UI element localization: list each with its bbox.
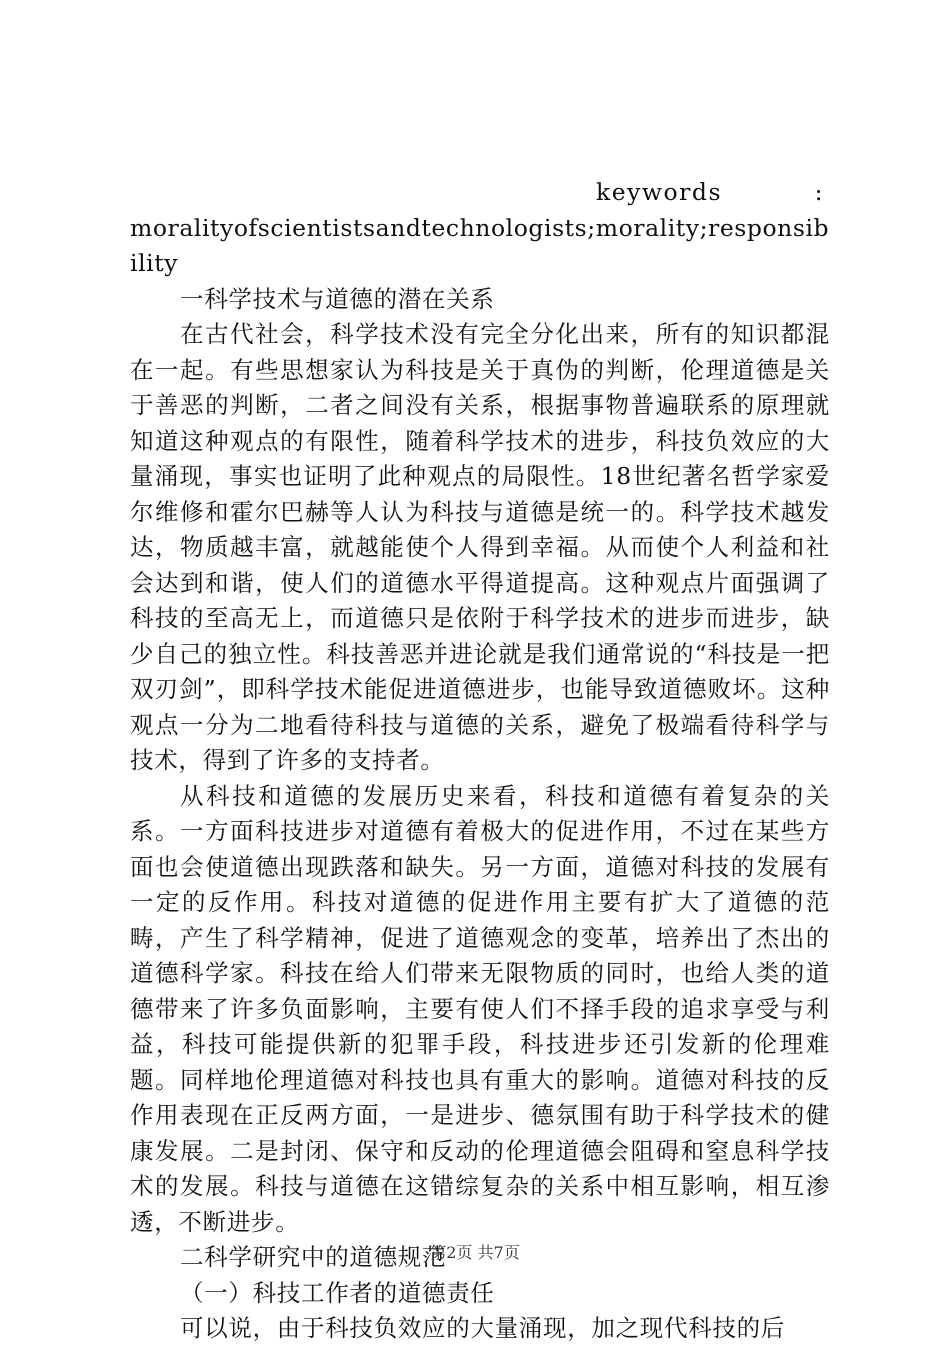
- keywords-colon: :: [814, 178, 824, 206]
- keywords-label: keywords: [596, 178, 723, 206]
- document-body: [130, 175, 830, 1347]
- page-footer: [0, 1240, 950, 1263]
- section-heading-1: 一科学技术与道德的潜在关系: [180, 284, 495, 313]
- keywords-text: moralityofscientistsandtechnologists;morality;responsibility: [130, 213, 830, 277]
- paragraph-1: 在古代社会，科学技术没有完全分化出来，所有的知识都混在一起。有些思想家认为科技是关于真伪的判断，伦理道德是关于善恶的判断，二者之间没有关系，根据事物普遍联系的原理就知道这种观点的有限性，随着科学技术的进步，科技负效应的大量涌现，事实也证明了此种观点的局限性。18世纪著名哲学家爱尔维修和霍尔巴赫等人认为科技与道德是统一的。科学技术越发达，物质越丰富，就越能使个人得到幸福。从而使个人利益和社会达到和谐，使人们的道德水平得道提高。这种观点片面强调了科技的至高无上，而道德只是依附于科学技术的进步而进步，缺少自己的独立性。科技善恶并进论就是我们通常说的“科技是一把双刃剑”，即科学技术能促进道德进步，也能导致道德败坏。这种观点一分为二地看待科技与道德的关系，避免了极端看待科学与技术，得到了许多的支持者。: [130, 320, 830, 774]
- page-number: 第2页 共7页: [430, 1243, 520, 1262]
- subsection-heading: （一）科技工作者的道德责任: [180, 1278, 495, 1307]
- paragraph-2: 从科技和道德的发展历史来看，科技和道德有着复杂的关系。一方面科技进步对道德有着极大的促进作用，不过在某些方面也会使道德出现跌落和缺失。另一方面，道德对科技的发展有一定的反作用。科技对道德的促进作用主要有扩大了道德的范畴，产生了科学精神，促进了道德观念的变革，培养出了杰出的道德科学家。科技在给人们带来无限物质的同时，也给人类的道德带来了许多负面影响，主要有使人们不择手段的追求享受与利益，科技可能提供新的犯罪手段，科技进步还引发新的伦理难题。同样地伦理道德对科技也具有重大的影响。道德对科技的反作用表现在正反两方面，一是进步、德氛围有助于科学技术的健康发展。二是封闭、保守和反动的伦理道德会阻碍和窒息科学技术的发展。科技与道德在这错综复杂的关系中相互影响，相互渗透，不断进步。: [130, 781, 830, 1236]
- paragraph-3: 可以说，由于科技负效应的大量涌现，加之现代科技的后: [180, 1314, 785, 1342]
- keywords-line: [130, 175, 830, 211]
- section-heading-2: 二科学研究中的道德规范: [180, 1243, 447, 1271]
